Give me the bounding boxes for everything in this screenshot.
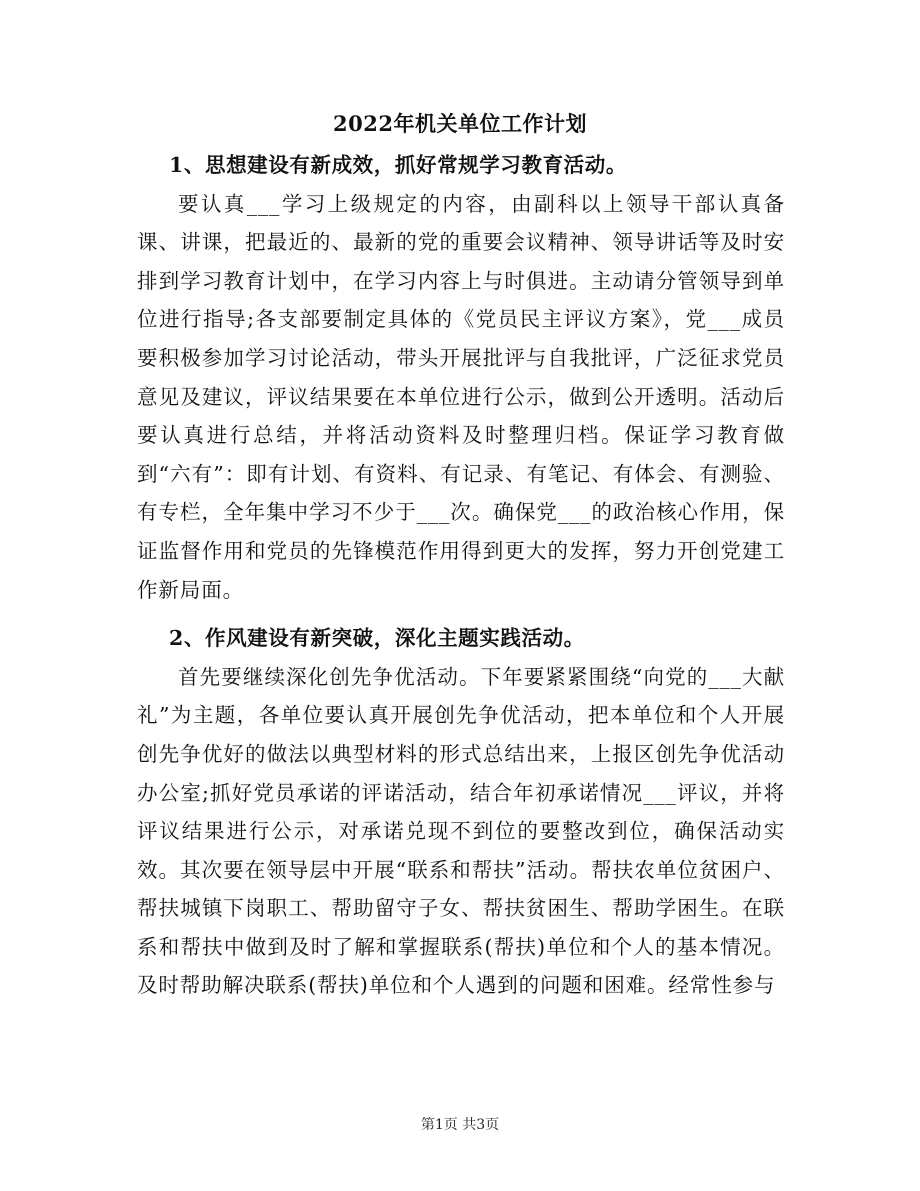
- section-2-paragraph: 首先要继续深化创先争优活动。下年要紧紧围绕“向党的___大献礼”为主题，各单位要认真开展创先争优活动，把本单位和个人开展创先争优好的做法以典型材料的形式总结出来，上报区创先争优活动办公室;抓好党员承诺的评诺活动，结合年初承诺情况___评议，并将评议结果进行公示，对承诺兑现不到位的要整改到位，确保活动实效。其次要在领导层中开展“联系和帮扶”活动。帮扶农单位贫困户、帮扶城镇下岗职工、帮助留守子女、帮扶贫困生、帮助学困生。在联系和帮扶中做到及时了解和掌握联系(帮扶)单位和个人的基本情况。及时帮助解决联系(帮扶)单位和个人遇到的问题和困难。经常性参与: [137, 664, 785, 998]
- section-1-paragraph: 要认真___学习上级规定的内容，由副科以上领导干部认真备课、讲课，把最近的、最新的党的重要会议精神、领导讲话等及时安排到学习教育计划中，在学习内容上与时俱进。主动请分管领导到单位进行指导;各支部要制定具体的《党员民主评议方案》，党___成员要积极参加学习讨论活动，带头开展批评与自我批评，广泛征求党员意见及建议，评议结果要在本单位进行公示，做到公开透明。活动后要认真进行总结，并将活动资料及时整理归档。保证学习教育做到“六有”：即有计划、有资料、有记录、有笔记、有体会、有测验、有专栏，全年集中学习不少于___次。确保党___的政治核心作用，保证监督作用和党员的先锋模范作用得到更大的发挥，努力开创党建工作新局面。: [137, 191, 785, 602]
- section-spacer: [137, 609, 785, 619]
- section-1-heading: 1、思想建设有新成效，抓好常规学习教育活动。: [169, 153, 627, 177]
- page-number: 第1页 共3页: [420, 1117, 500, 1133]
- document-title: 2022年机关单位工作计划: [333, 111, 587, 136]
- section-2-heading: 2、作风建设有新突破，深化主题实践活动。: [169, 626, 585, 651]
- document-body: [137, 146, 785, 1005]
